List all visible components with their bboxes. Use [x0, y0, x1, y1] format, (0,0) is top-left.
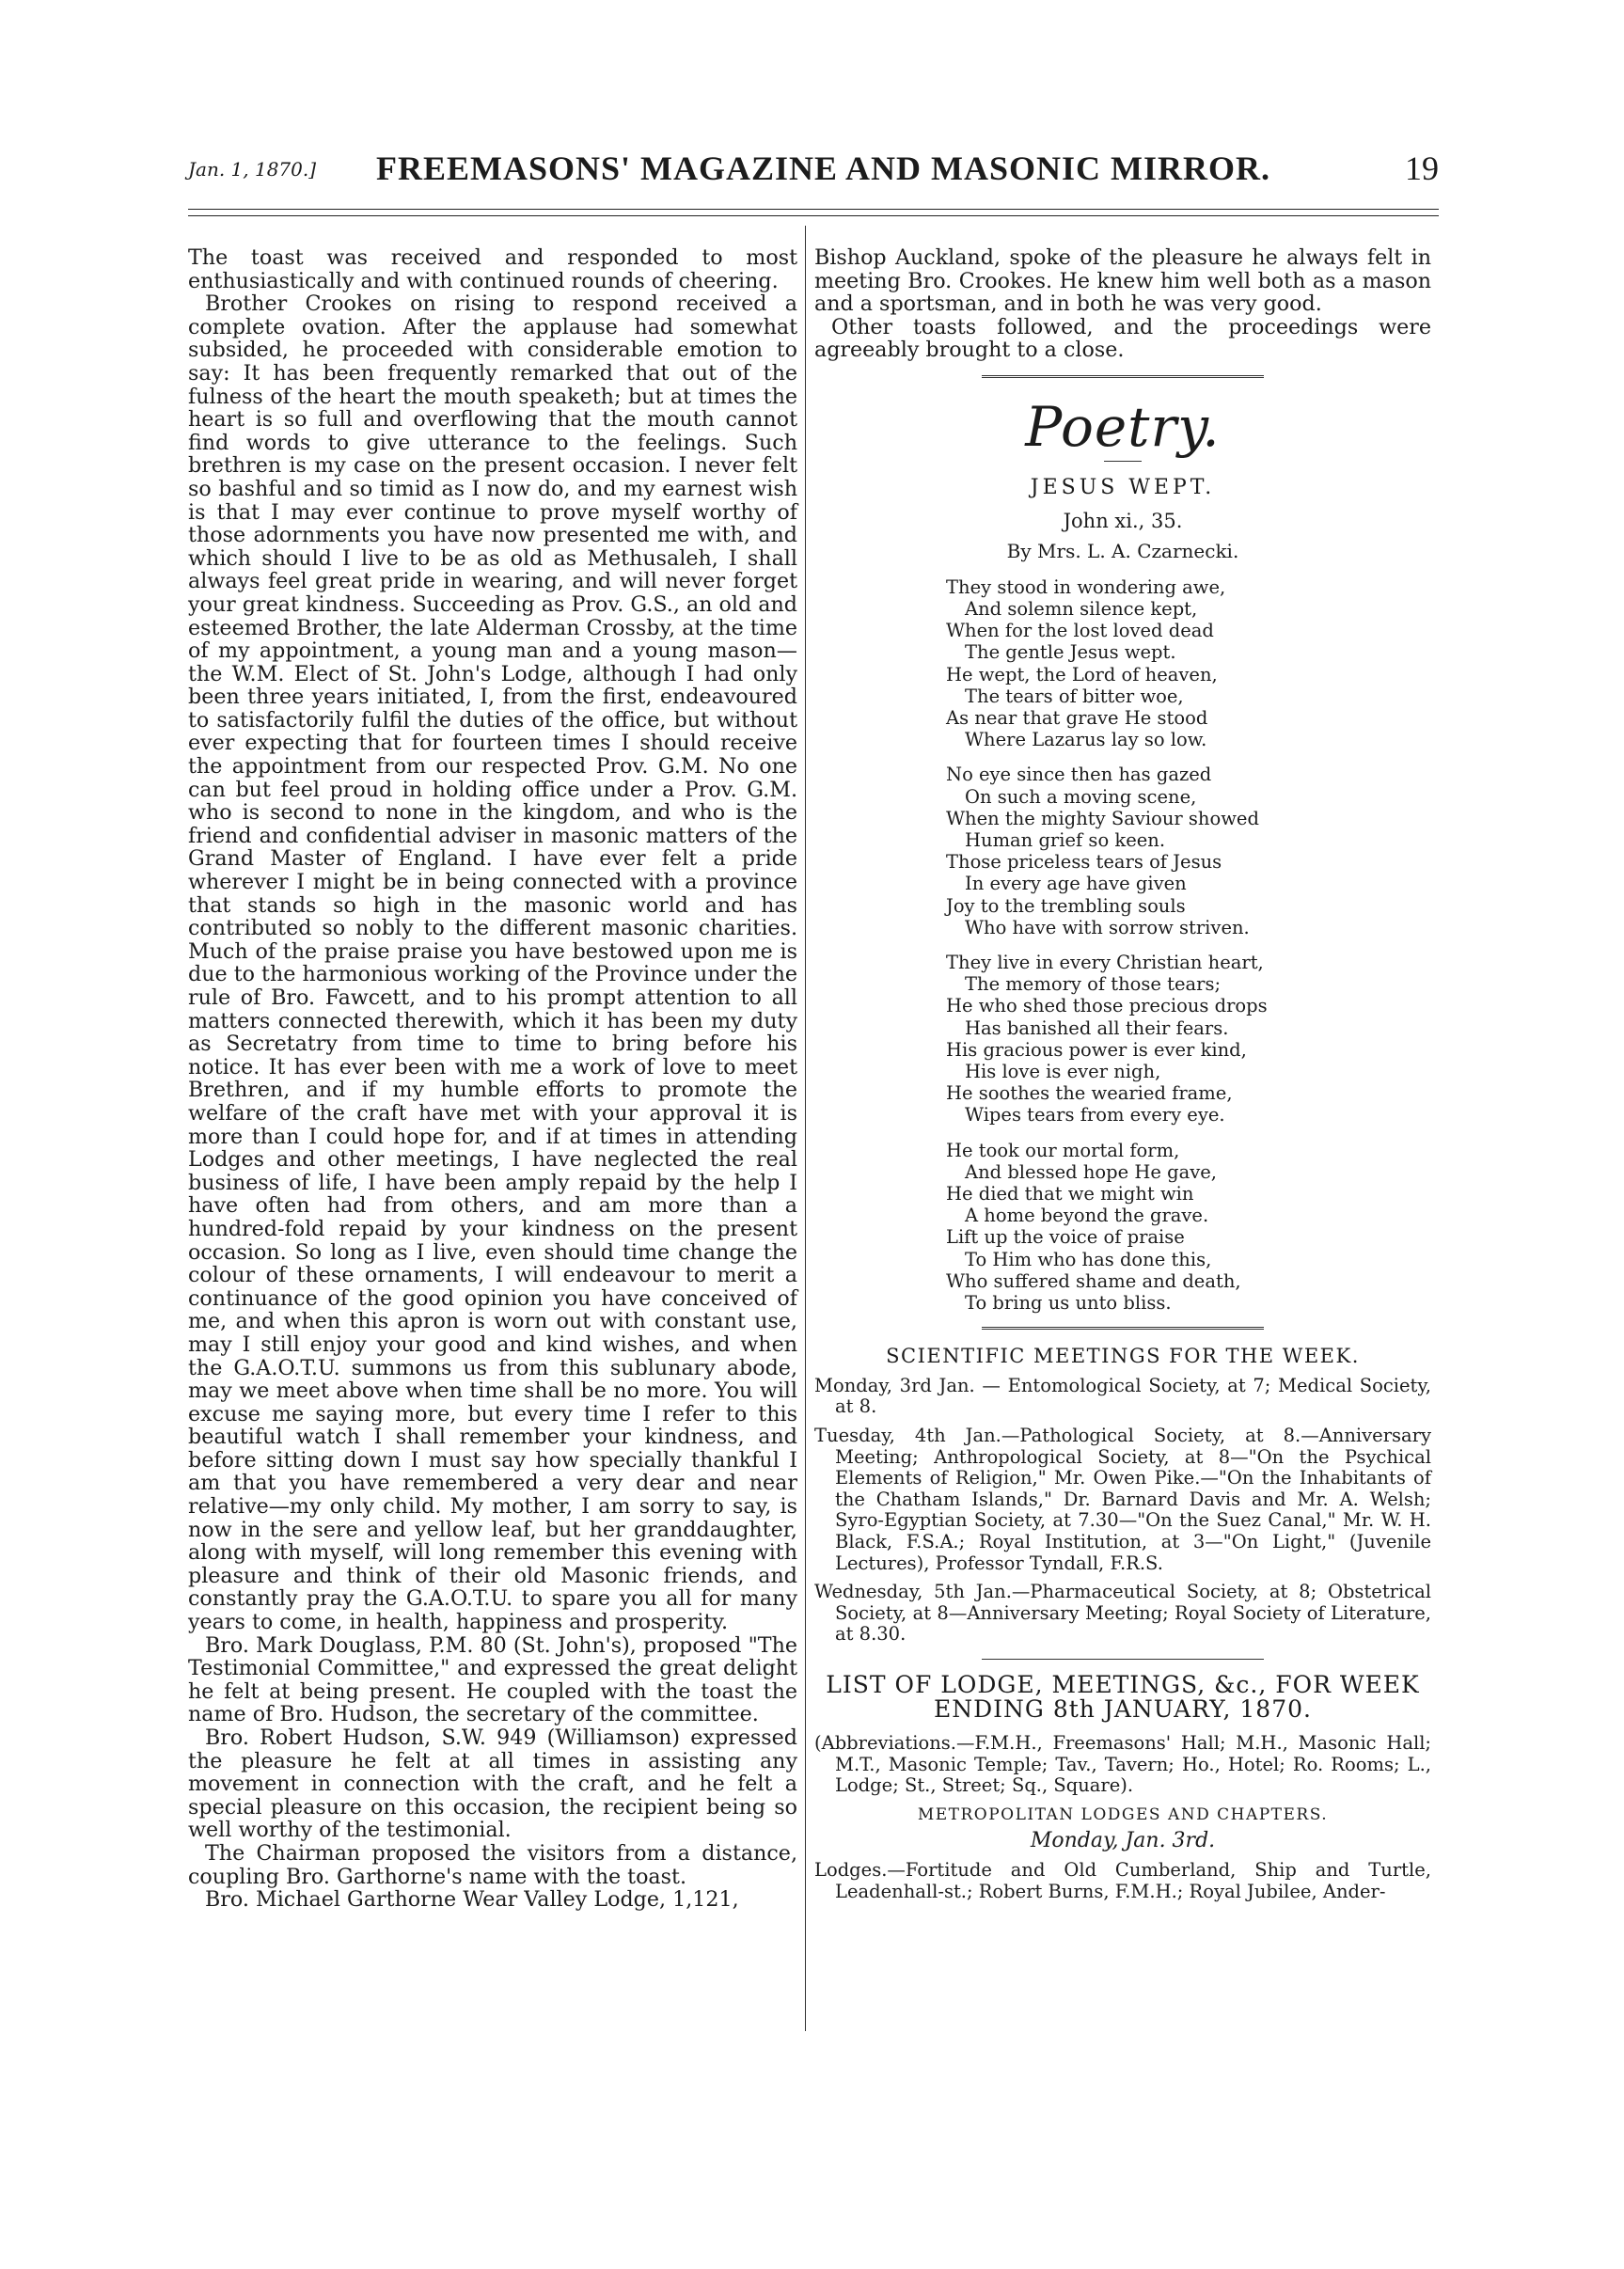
- article-paragraph: Brother Crookes on rising to respond received a complete ovation. After the applause had somewhat subsided, he proceeded with considerable emotion to say: It has been frequently remarked that out of the fulness of the heart the mouth speaketh; but at times the heart is so full and overflowing that the mouth cannot find words to give utterance to the feelings. Such brethren is my case on the present occasion. I never felt so bashful and so timid as I now do, and my earnest wish is that I may ever continue to prove myself worthy of those adornments you have now presented me with, and which should I live to be as old as Methusaleh, I shall always feel great pride in wearing, and will never forget your great kindness. Succeeding as Prov. G.S., an old and esteemed Brother, the late Alderman Crossby, at the time of my appointment, a young man and a young mason—the W.M. Elect of St. John's Lodge, although I had only been three years initiated, I, from the first, endeavoured to satisfactorily fulfil the duties of the office, but without ever expecting that for fourteen times I should receive the appointment from our respected Prov. G.M. No one can but feel proud in holding office under a Prov. G.M. who is second to none in the kingdom, and who is the friend and confidential adviser in masonic matters of the Grand Master of England. I have ever felt a pride wherever I might be in being connected with a province that stands so high in the masonic world and has contributed so nobly to the different masonic charities. Much of the praise praise you have bestowed upon me is due to the harmonious working of the Province under the rule of Bro. Fawcett, and to his prompt attention to all matters connected therewith, which it has been my duty as Secretatry from time to time to bring before his notice. It has ever been with me a work of love to meet Brethren, and if my humble efforts to promote the welfare of the craft have met with your approval it is more than I could hope for, and if at times in attending Lodges and other meetings, I have neglected the real business of life, I have been amply repaid by the help I have often had from others, and am more than a hundred-fold repaid by your kindness on the present occasion. So long as I live, even should time change the colour of these ornaments, I will endeavour to merit a continuance of the good opinion you have conceived of me, and when this apron is worn out with constant use, may I still enjoy your good and kind wishes, and when the G.A.O.T.U. summons us from this sublunary abode, may we meet above when time shall be no more. You will excuse me saying more, but every time I refer to this beautiful watch I shall remember your kindness, and before sitting down I must say how specially thankful I am that you have remembered a very dear and near relative—my only child. My mother, I am sorry to say, is now in the sere and yellow leaf, but her granddaughter, along with myself, will long remember this evening with pleasure and think of their old Masonic friends, and constantly pray the G.A.O.T.U. to spare you all for many years to come, in health, happiness and prosperity.: [188, 292, 797, 1635]
- lodge-list-heading: [814, 1670, 1431, 1723]
- poem-line: And blessed hope He gave,: [965, 1160, 1217, 1183]
- left-column: [188, 246, 797, 1912]
- poem-line: His love is ever nigh,: [965, 1061, 1161, 1083]
- poem-stanza: [946, 1140, 1431, 1315]
- article-paragraph: The Chairman proposed the visitors from a distance, coupling Bro. Garthorne's name with the toast.: [188, 1840, 797, 1889]
- magazine-title: FREEMASONS' MAGAZINE AND MASONIC MIRROR.: [376, 150, 1271, 187]
- poem-stanza: [946, 764, 1431, 938]
- article-paragraph: Bishop Auckland, spoke of the pleasure he always felt in meeting Bro. Crookes. He knew him well both as a mason and a sportsman, and in both he was very good.: [814, 245, 1431, 317]
- poem-line: The tears of bitter woe,: [965, 685, 1184, 707]
- poem-line: He wept, the Lord of heaven,: [946, 663, 1218, 685]
- section-rule: [982, 375, 1264, 380]
- poem-line: A home beyond the grave.: [965, 1205, 1209, 1227]
- section-rule: [982, 1659, 1264, 1660]
- day-heading: Monday, Jan. 3rd.: [1030, 1829, 1216, 1853]
- poem-line: He died that we might win: [946, 1183, 1194, 1205]
- section-rule: [982, 1327, 1264, 1331]
- page-number: 19: [1405, 150, 1439, 187]
- meeting-entry: Monday, 3rd Jan. — Entomological Society, at 7; Medical Society, at 8.: [814, 1374, 1431, 1418]
- poem-line: Who suffered shame and death,: [946, 1269, 1241, 1292]
- poem-author: By Mrs. L. A. Czarnecki.: [1006, 540, 1239, 563]
- poem-line: Lift up the voice of praise: [946, 1226, 1185, 1249]
- right-column: [814, 246, 1431, 1910]
- lodges-entry: Lodges.—Fortitude and Old Cumberland, Ship and Turtle, Leadenhall-st.; Robert Burns, F.M.H.; Royal Jubilee, Ander-: [814, 1858, 1431, 1902]
- poem-line: To bring us unto bliss.: [965, 1292, 1172, 1315]
- article-paragraph: Other toasts followed, and the proceedings were agreeably brought to a close.: [814, 314, 1431, 363]
- article-paragraph: Bro. Robert Hudson, S.W. 949 (Williamson) expressed the pleasure he felt at all times in assisting any movement in connection with the craft, and he felt a special pleasure on this occasion, the recipient being so well worthy of the testimonial.: [188, 1725, 797, 1843]
- metropolitan-subheading: METROPOLITAN LODGES AND CHAPTERS.: [917, 1804, 1329, 1824]
- poem-line: He soothes the wearied frame,: [946, 1082, 1233, 1105]
- poem-line: When the mighty Saviour showed: [946, 807, 1259, 829]
- issue-date: Jan. 1, 1870.]: [188, 158, 317, 181]
- poem-line: They stood in wondering awe,: [946, 575, 1226, 598]
- poem-line: Where Lazarus lay so low.: [965, 729, 1207, 751]
- poem-line: Has banished all their fears.: [965, 1016, 1229, 1039]
- poem-line: He who shed those precious drops: [946, 995, 1268, 1017]
- poem-line: The memory of those tears;: [965, 973, 1222, 996]
- short-rule: [1104, 461, 1142, 462]
- poem-line: The gentle Jesus wept.: [965, 641, 1176, 664]
- lodge-list-heading-line: LIST OF LODGE, MEETINGS, &c., FOR WEEK: [826, 1670, 1420, 1698]
- poem-title: JESUS WEPT.: [1030, 475, 1216, 499]
- article-paragraph: Bro. Michael Garthorne Wear Valley Lodge, 1,121,: [205, 1887, 739, 1913]
- meeting-entry: Tuesday, 4th Jan.—Pathological Society, at 8.—Anniversary Meeting; Anthropological Society, at 8—"On the Psychical Elements of Religion," Mr. Owen Pike.—"On the Inhabitants of the Chatham Islands," Dr. Barnard Davis and Mr. A. Welsh; Syro-Egyptian Society, at 7.30—"On the Suez Canal," Mr. W. H. Black, F.S.A.; Royal Institution, at 3—"On Light," (Juvenile Lectures), Professor Tyndall, F.R.S.: [814, 1425, 1431, 1574]
- poem-line: Who have with sorrow striven.: [965, 916, 1250, 938]
- poem-line: And solemn silence kept,: [965, 597, 1198, 620]
- poem-stanza: [946, 576, 1431, 751]
- poem-line: As near that grave He stood: [946, 706, 1208, 729]
- poem-line: To Him who has done this,: [965, 1248, 1212, 1270]
- header-rule-bottom: [188, 215, 1439, 216]
- lodge-list-body: [814, 1733, 1431, 1902]
- scientific-meetings-heading: SCIENTIFIC MEETINGS FOR THE WEEK.: [886, 1345, 1360, 1368]
- poem-reference: John xi., 35.: [1063, 509, 1183, 532]
- header-rule-top: [188, 209, 1439, 210]
- poem-line: Wipes tears from every eye.: [965, 1104, 1225, 1127]
- scientific-meetings-list: [814, 1376, 1431, 1646]
- poem-line: No eye since then has gazed: [946, 764, 1212, 786]
- lodge-list-heading-line: ENDING 8th JANUARY, 1870.: [934, 1694, 1312, 1723]
- abbreviations-note: (Abbreviations.—F.M.H., Freemasons' Hall; M.H., Masonic Hall; M.T., Masonic Temple; Tav., Tavern; Ho., Hotel; Ro. Rooms; L., Lodge; St., Street; Sq., Square).: [814, 1731, 1431, 1797]
- poem-line: Human grief so keen.: [965, 828, 1166, 851]
- poem-line: He took our mortal form,: [946, 1139, 1180, 1161]
- article-paragraph: The toast was received and responded to most enthusiastically and with continued rounds of cheering.: [188, 245, 797, 293]
- page-header: [188, 132, 1439, 188]
- article-paragraph: Bro. Mark Douglass, P.M. 80 (St. John's), proposed "The Testimonial Committee," and expressed the great delight he felt at being present. He coupled with the toast the name of Bro. Hudson, the secretary of the committee.: [188, 1632, 797, 1727]
- poem-line: When for the lost loved dead: [946, 620, 1214, 642]
- meeting-entry: Wednesday, 5th Jan.—Pharmaceutical Society, at 8; Obstetrical Society, at 8—Anniversary Meeting; Royal Society of Literature, at 8.30.: [814, 1581, 1431, 1646]
- poem-line: In every age have given: [965, 873, 1187, 895]
- poem-line: Those priceless tears of Jesus: [946, 851, 1222, 874]
- column-divider: [805, 226, 806, 2031]
- poem-stanza: [946, 952, 1431, 1127]
- poem-line: They live in every Christian heart,: [946, 952, 1264, 973]
- poetry-heading: Poetry.: [1025, 394, 1221, 459]
- poem-line: His gracious power is ever kind,: [946, 1038, 1247, 1061]
- poem-line: On such a moving scene,: [965, 785, 1197, 808]
- poem-line: Joy to the trembling souls: [946, 894, 1186, 917]
